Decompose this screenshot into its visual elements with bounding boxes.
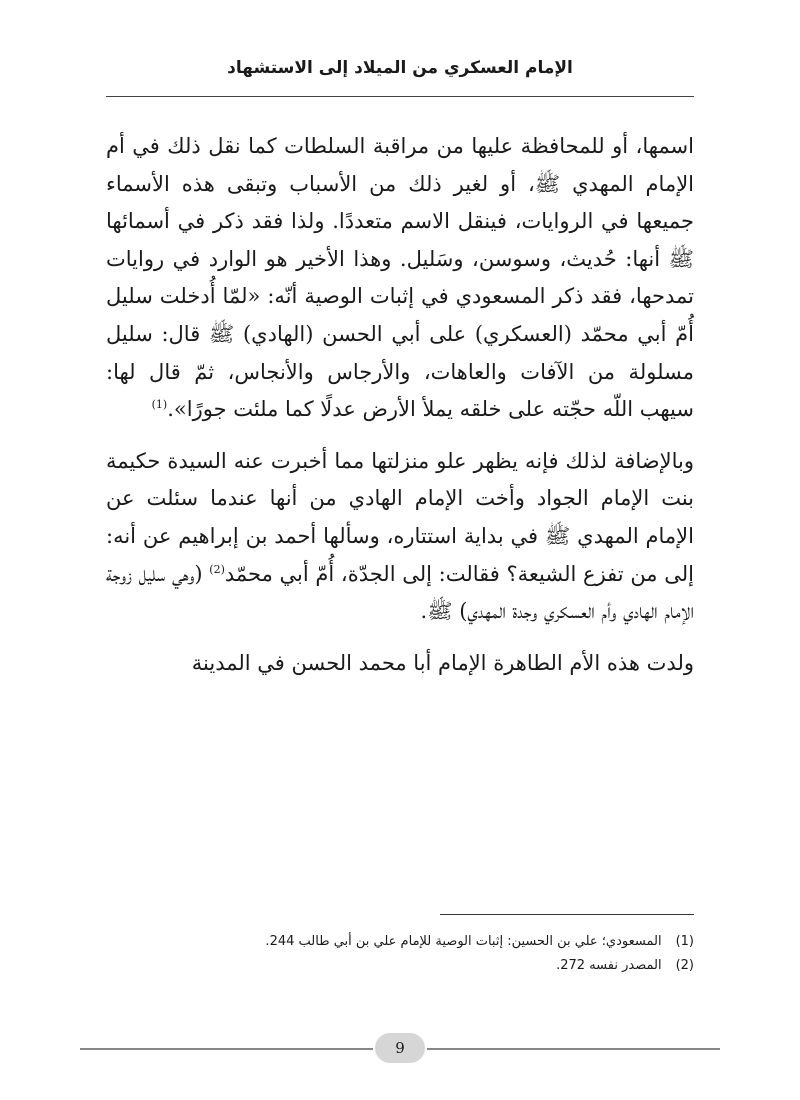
footer-line-left <box>80 1048 373 1050</box>
paragraph-3: ولدت هذه الأم الطاهرة الإمام أبا محمد الحسن في المدينة <box>191 650 694 675</box>
footnote-ref-2[interactable]: (2) <box>209 562 225 576</box>
paragraph-2-text-a: وبالإضافة لذلك فإنه يظهر علو منزلتها مما أخبرت عنه السيدة حكيمة بنت الإمام الجواد وأخت الإمام الهادي من أنها عندما سئلت عن الإمام المهدي ﷺ في بداية استتاره، وسألها أحمد بن إبراهيم عن أنه: إلى من تفزع الشيعة؟ فقالت: إلى الجدّة، أُمّ أبي محمّد <box>106 448 694 586</box>
running-header: الإمام العسكري من الميلاد إلى الاستشهاد <box>227 58 573 78</box>
page-footer <box>80 1033 720 1063</box>
paragraph-1-text: اسمها، أو للمحافظة عليها من مراقبة السلطات كما نقل ذلك في أم الإمام المهدي ﷺ، أو لغير ذلك من الأسباب وتبقى هذه الأسماء جميعها في الروايات، فينقل الاسم متعددًا. ولذا فقد ذكر في أسمائها ﷺ أنها: حُديث، وسوسن، وسَليل. وهذا الأخير هو الوارد في روايات تمدحها، فقد ذكر المسعودي في إثبات الوصية أنّه: «لمّا أُدخلت سليل أُمّ أبي محمّد (العسكري) على أبي الحسن (الهادي) ﷺ قال: سليل مسلولة من الآفات والعاهات، والأرجاس والأنجاس، ثمّ قال لها: سيهب اللّه حجّته على خلقه يملأ الأرض عدلًا كما ملئت جورًا». <box>106 134 694 422</box>
paragraph-2-text-b: (وهي سليل زوجة الإمام الهادي وأم العسكري وجدة المهدي) ﷺ. <box>106 561 694 624</box>
header-rule <box>106 96 694 97</box>
footnote-ref-1[interactable]: (1) <box>151 398 168 412</box>
footnote-rule <box>440 914 694 915</box>
footnote-1 <box>106 930 694 954</box>
footnote-2-text: المصدر نفسه 272. <box>556 958 662 973</box>
paragraph-2 <box>106 443 694 631</box>
footnote-1-number: (1) <box>675 934 694 949</box>
page-number: 9 <box>375 1033 425 1063</box>
footnotes <box>106 930 694 978</box>
footnote-2-number: (2) <box>675 958 694 973</box>
footnote-2 <box>106 954 694 978</box>
paragraph-1 <box>106 128 694 429</box>
footer-line-right <box>427 1048 720 1050</box>
main-text <box>106 128 694 696</box>
footnote-1-text: المسعودي؛ علي بن الحسين: إثبات الوصية للإمام علي بن أبي طالب 244. <box>265 934 662 949</box>
